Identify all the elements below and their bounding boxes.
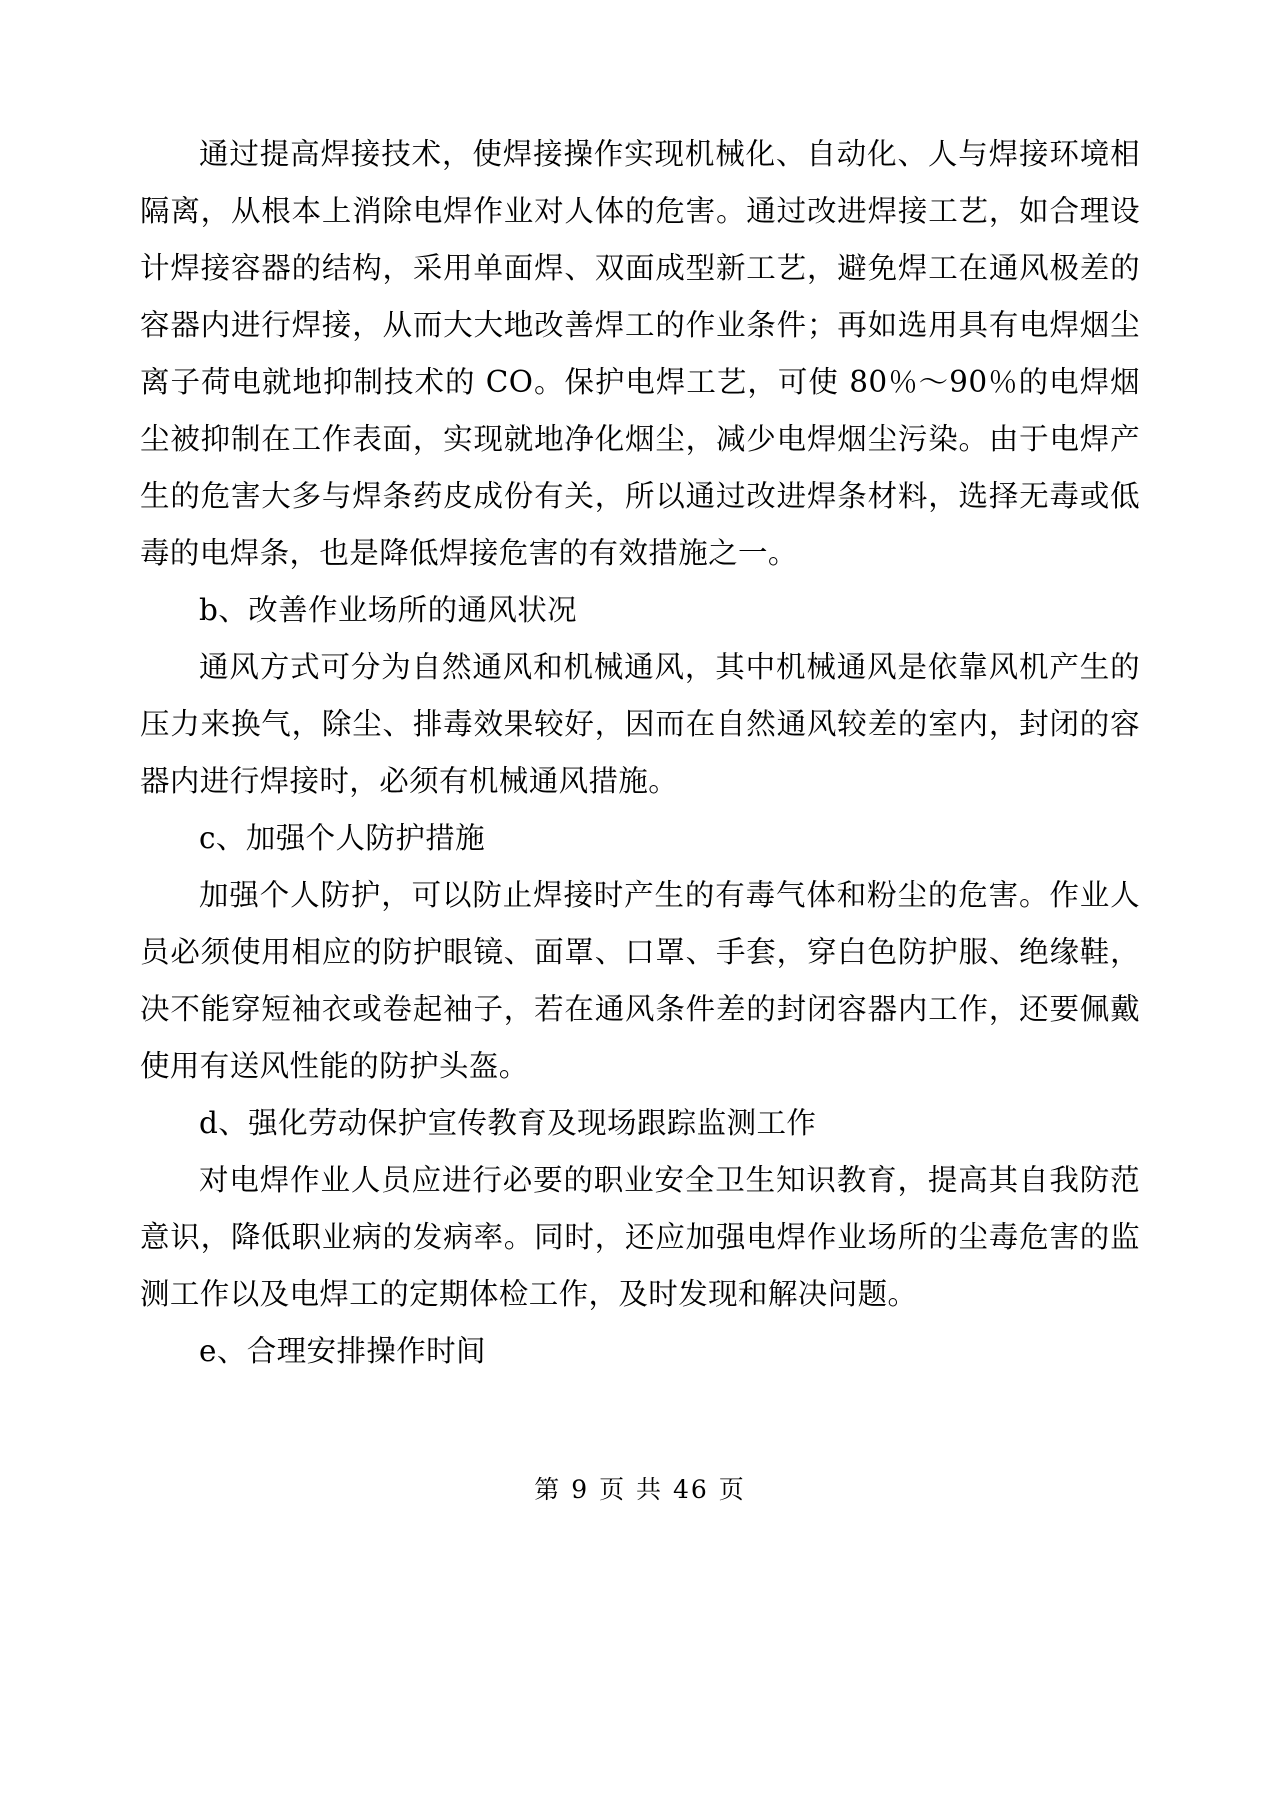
paragraph-heading-c: c、加强个人防护措施	[199, 821, 486, 855]
paragraph-heading-b: b、改善作业场所的通风状况	[199, 593, 578, 627]
paragraph: 加强个人防护，可以防止焊接时产生的有毒气体和粉尘的危害。作业人员必须使用相应的防护眼镜、面罩、口罩、手套，穿白色防护服、绝缘鞋，决不能穿短袖衣或卷起袖子，若在通风条件差的封闭容器内工作，还要佩戴使用有送风性能的防护头盔。	[140, 878, 1140, 1083]
paragraph-heading-e: e、合理安排操作时间	[199, 1334, 486, 1368]
page-body	[140, 126, 1140, 1380]
page-footer: 第 9 页 共 46 页	[534, 1475, 746, 1504]
paragraph: 对电焊作业人员应进行必要的职业安全卫生知识教育，提高其自我防范意识，降低职业病的发病率。同时，还应加强电焊作业场所的尘毒危害的监测工作以及电焊工的定期体检工作，及时发现和解决问题。	[140, 1163, 1140, 1311]
paragraph-heading-d: d、强化劳动保护宣传教育及现场跟踪监测工作	[199, 1106, 817, 1140]
paragraph: 通风方式可分为自然通风和机械通风，其中机械通风是依靠风机产生的压力来换气，除尘、排毒效果较好，因而在自然通风较差的室内，封闭的容器内进行焊接时，必须有机械通风措施。	[140, 650, 1140, 798]
paragraph: 通过提高焊接技术，使焊接操作实现机械化、自动化、人与焊接环境相隔离，从根本上消除电焊作业对人体的危害。通过改进焊接工艺，如合理设计焊接容器的结构，采用单面焊、双面成型新工艺，避免焊工在通风极差的容器内进行焊接，从而大大地改善焊工的作业条件；再如选用具有电焊烟尘离子荷电就地抑制技术的 CO。保护电焊工艺，可使 80％～90％的电焊烟尘被抑制在工作表面，实现就地净化烟尘，减少电焊烟尘污染。由于电焊产生的危害大多与焊条药皮成份有关，所以通过改进焊条材料，选择无毒或低毒的电焊条，也是降低焊接危害的有效措施之一。	[140, 137, 1140, 570]
